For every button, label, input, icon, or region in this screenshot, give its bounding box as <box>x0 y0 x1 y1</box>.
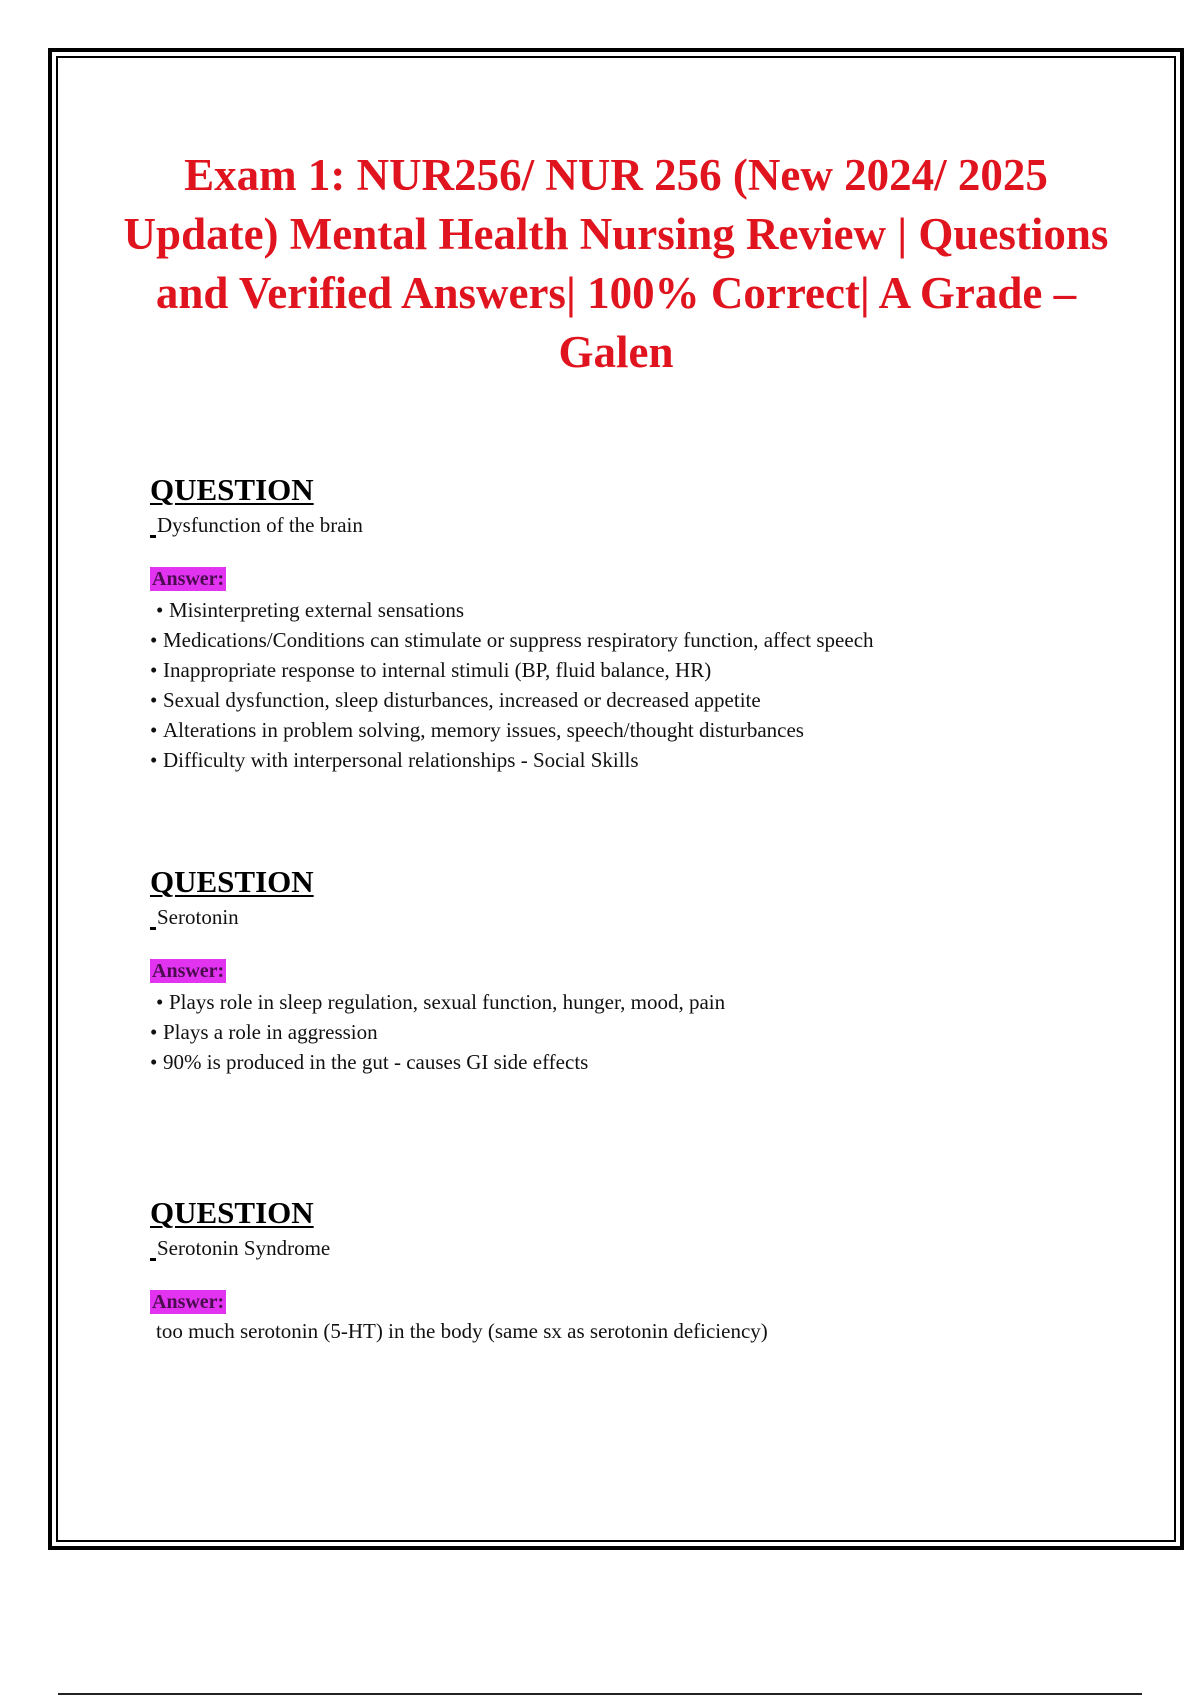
qa-block-3 <box>150 1195 1120 1346</box>
answer-label: Answer: <box>152 960 225 982</box>
answer-line: • Alterations in problem solving, memory issues, speech/thought disturbances <box>150 715 1120 745</box>
answer-line: • Plays a role in aggression <box>150 1017 1120 1047</box>
question-heading: QUESTION <box>150 864 314 899</box>
answer-line: • Inappropriate response to internal stimuli (BP, fluid balance, HR) <box>150 655 1120 685</box>
bullet-icon: • <box>150 628 158 652</box>
bullet-icon: • <box>150 688 158 712</box>
bullet-icon: • <box>150 658 158 682</box>
answer-label: Answer: <box>152 1291 225 1313</box>
answer-line: • Plays role in sleep regulation, sexual function, hunger, mood, pain <box>150 987 1120 1017</box>
answer-line: • 90% is produced in the gut - causes GI side effects <box>150 1047 1120 1077</box>
bullet-icon: • <box>150 1020 158 1044</box>
answer-list <box>150 595 1120 775</box>
answer-text: too much serotonin (5-HT) in the body (same sx as serotonin deficiency) <box>156 1319 768 1343</box>
question-text: Dysfunction of the brain <box>150 511 1120 539</box>
bullet-icon: • <box>156 598 164 622</box>
answer-line: • Misinterpreting external sensations <box>150 595 1120 625</box>
answer-list <box>150 987 1120 1077</box>
question-text: Serotonin <box>150 903 1120 931</box>
qa-block-2 <box>150 864 1120 1077</box>
document-title: Exam 1: NUR256/ NUR 256 (New 2024/ 2025 Update) Mental Health Nursing Review | Questions and Verified Answers| 100% Correct| A Grade – Galen <box>123 150 1109 377</box>
question-heading: QUESTION <box>150 1195 314 1230</box>
bullet-icon: • <box>156 990 164 1014</box>
qa-block-1 <box>150 472 1120 775</box>
answer-line: • Sexual dysfunction, sleep disturbances, increased or decreased appetite <box>150 685 1120 715</box>
answer-line: • Difficulty with interpersonal relationships - Social Skills <box>150 745 1120 775</box>
bullet-icon: • <box>150 748 158 772</box>
answer-line: • Medications/Conditions can stimulate or suppress respiratory function, affect speech <box>150 625 1120 655</box>
answer-label: Answer: <box>152 568 225 590</box>
question-heading: QUESTION <box>150 472 314 507</box>
question-text: Serotonin Syndrome <box>150 1234 1120 1262</box>
page-border <box>48 48 1184 1550</box>
bullet-icon: • <box>150 718 158 742</box>
bullet-icon: • <box>150 1050 158 1074</box>
footer-divider <box>58 1693 1142 1695</box>
